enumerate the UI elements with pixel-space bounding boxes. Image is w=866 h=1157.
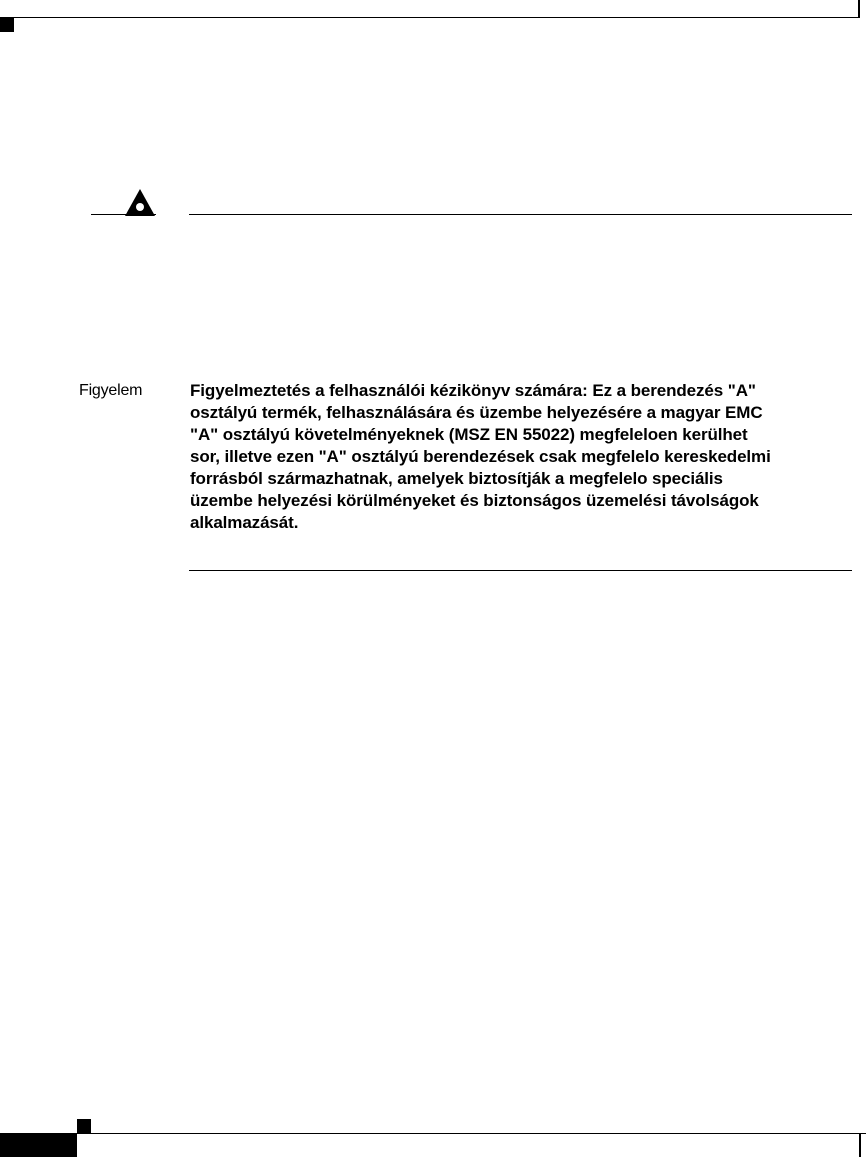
bottom-page-rule [0, 1133, 866, 1134]
warning-text-line: Figyelmeztetés a felhasználói kézikönyv számára: Ez a berendezés "A" [190, 381, 756, 400]
warning-footer-rule [189, 570, 852, 571]
top-right-corner-mark [858, 0, 860, 18]
warning-header-rule-left [91, 214, 156, 215]
warning-text-line: alkalmazását. [190, 513, 299, 532]
top-left-corner-mark [0, 18, 14, 32]
warning-text-line: forrásból származhatnak, amelyek biztosítják a megfelelo speciális [190, 469, 723, 488]
warning-header-rule-right [189, 214, 852, 215]
bottom-right-corner-mark [859, 1134, 861, 1157]
warning-text-line: üzembe helyezési körülményeket és biztonságos üzemelési távolságok [190, 491, 759, 510]
bottom-corner-mark [77, 1119, 91, 1133]
warning-label: Figyelem [79, 382, 143, 399]
bottom-left-tab-mark [0, 1133, 77, 1157]
warning-text-line: sor, illetve ezen "A" osztályú berendezések csak megfelelo kereskedelmi [190, 447, 771, 466]
top-page-rule [0, 17, 859, 18]
warning-statement [190, 380, 852, 534]
warning-text-line: osztályú termék, felhasználására és üzembe helyezésére a magyar EMC [190, 403, 763, 422]
warning-text-line: "A" osztályú követelményeknek (MSZ EN 55022) megfeleloen kerülhet [190, 425, 748, 444]
